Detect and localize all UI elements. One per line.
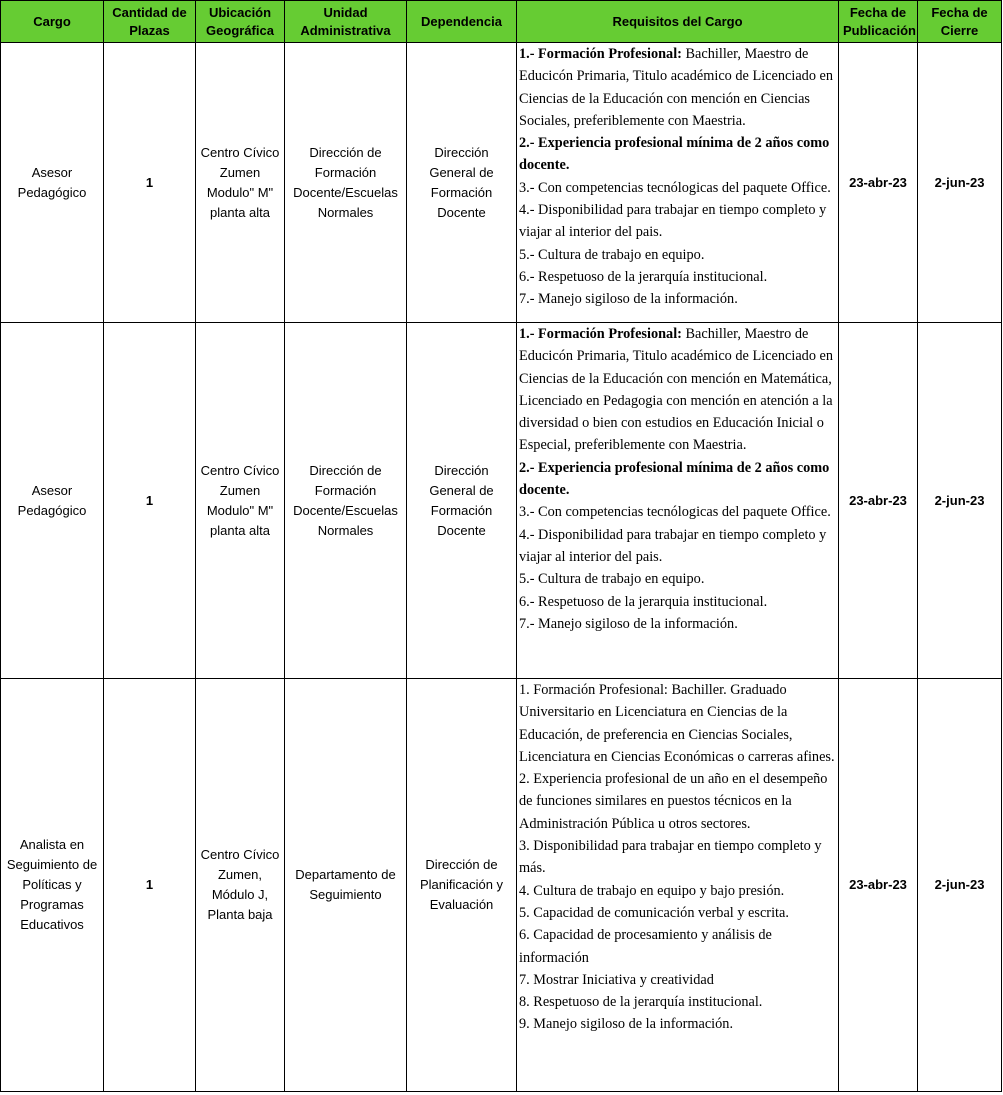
requirement-item: 7. Mostrar Iniciativa y creatividad bbox=[519, 971, 714, 988]
header-cierre: Fecha de Cierre bbox=[918, 1, 1002, 43]
cell-ubicacion: Centro Cívico Zumen, Módulo J, Planta baja bbox=[196, 679, 285, 1092]
cell-fecha-publicacion: 23-abr-23 bbox=[839, 679, 918, 1092]
header-dependencia: Dependencia bbox=[407, 1, 517, 43]
requirement-item: 9. Manejo sigiloso de la información. bbox=[519, 1016, 734, 1033]
requirement-item: 5.- Cultura de trabajo en equipo. bbox=[519, 571, 705, 588]
header-row bbox=[1, 1, 1002, 43]
cell-requisitos bbox=[517, 323, 839, 679]
table-row bbox=[1, 43, 1002, 323]
cell-cargo: Analista en Seguimiento de Políticas y Programas Educativos bbox=[1, 679, 104, 1092]
table-row bbox=[1, 679, 1002, 1092]
cell-fecha-publicacion: 23-abr-23 bbox=[839, 323, 918, 679]
cell-cargo: Asesor Pedagógico bbox=[1, 43, 104, 323]
requirement-item: 6. Capacidad de procesamiento y análisis de información bbox=[519, 927, 772, 966]
requirement-item: 7.- Manejo sigiloso de la información. bbox=[519, 291, 738, 308]
cell-fecha-cierre: 2-jun-23 bbox=[918, 323, 1002, 679]
table-row bbox=[1, 323, 1002, 679]
cell-dependencia: Dirección de Planificación y Evaluación bbox=[407, 679, 517, 1092]
requirement-item: 1. Formación Profesional: Bachiller. Graduado Universitario en Licenciatura en Ciencias de la Educación, de preferencia en Ciencias Sociales, Licenciatura en Ciencias Económicas o carreras afines. bbox=[519, 682, 835, 765]
header-publicacion: Fecha de Publicación bbox=[839, 1, 918, 43]
cell-fecha-cierre: 2-jun-23 bbox=[918, 679, 1002, 1092]
requirement-item: 6.- Respetuoso de la jerarquía institucional. bbox=[519, 268, 768, 285]
cell-ubicacion: Centro Cívico Zumen Modulo" M" planta alta bbox=[196, 323, 285, 679]
header-ubicacion: Ubicación Geográfica bbox=[196, 1, 285, 43]
requirement-item: 2. Experiencia profesional de un año en el desempeño de funciones similares en puestos técnicos en la Administración Pública u otros sectores. bbox=[519, 771, 828, 832]
cell-cargo: Asesor Pedagógico bbox=[1, 323, 104, 679]
requirement-item: 7.- Manejo sigiloso de la información. bbox=[519, 615, 738, 632]
cell-dependencia: Dirección General de Formación Docente bbox=[407, 323, 517, 679]
cell-requisitos bbox=[517, 679, 839, 1092]
requirement-item: 5.- Cultura de trabajo en equipo. bbox=[519, 246, 705, 263]
cell-requisitos bbox=[517, 43, 839, 323]
requirement-item: 1.- Formación Profesional: Bachiller, Maestro de Educicón Primaria, Titulo académico de Licenciado en Ciencias de la Educación con mención en Ciencias Sociales, preferiblemente con Maestria. bbox=[519, 46, 834, 129]
requirement-item: 3.- Con competencias tecnólogicas del paquete Office. bbox=[519, 504, 831, 521]
cell-cantidad: 1 bbox=[104, 679, 196, 1092]
cell-dependencia: Dirección General de Formación Docente bbox=[407, 43, 517, 323]
requirement-item: 2.- Experiencia profesional mínima de 2 años como docente. bbox=[519, 135, 830, 174]
cell-cantidad: 1 bbox=[104, 43, 196, 323]
requirement-item: 4.- Disponibilidad para trabajar en tiempo completo y viajar al interior del pais. bbox=[519, 526, 827, 565]
cell-ubicacion: Centro Cívico Zumen Modulo" M" planta alta bbox=[196, 43, 285, 323]
requirement-item: 3. Disponibilidad para trabajar en tiempo completo y más. bbox=[519, 838, 822, 877]
requirement-item: 4.- Disponibilidad para trabajar en tiempo completo y viajar al interior del pais. bbox=[519, 202, 827, 241]
cell-unidad: Dirección de Formación Docente/Escuelas Normales bbox=[285, 43, 407, 323]
cell-unidad: Departamento de Seguimiento bbox=[285, 679, 407, 1092]
header-unidad: Unidad Administrativa bbox=[285, 1, 407, 43]
header-cantidad: Cantidad de Plazas bbox=[104, 1, 196, 43]
requirement-item: 4. Cultura de trabajo en equipo y bajo presión. bbox=[519, 882, 785, 899]
cell-fecha-publicacion: 23-abr-23 bbox=[839, 43, 918, 323]
requirement-item: 3.- Con competencias tecnólogicas del paquete Office. bbox=[519, 179, 831, 196]
requirement-item: 2.- Experiencia profesional mínima de 2 años como docente. bbox=[519, 459, 830, 499]
requirement-item: 1.- Formación Profesional: Bachiller, Maestro de Educicón Primaria, Titulo académico de Licenciado en Ciencias de la Educación con mención en Matemática, Licenciado en Pedagogia con mención en atención a la diversidad o bien con estudios en Educación Inicial o Especial, preferiblemente con Maestria. bbox=[519, 326, 834, 454]
cell-unidad: Dirección de Formación Docente/Escuelas Normales bbox=[285, 323, 407, 679]
cell-fecha-cierre: 2-jun-23 bbox=[918, 43, 1002, 323]
requirement-item: 5. Capacidad de comunicación verbal y escrita. bbox=[519, 904, 789, 921]
header-requisitos: Requisitos del Cargo bbox=[517, 1, 839, 43]
cell-cantidad: 1 bbox=[104, 323, 196, 679]
requirement-item: 6.- Respetuoso de la jerarquia institucional. bbox=[519, 593, 768, 610]
header-cargo: Cargo bbox=[1, 1, 104, 43]
requirement-item: 8. Respetuoso de la jerarquía institucional. bbox=[519, 994, 763, 1011]
